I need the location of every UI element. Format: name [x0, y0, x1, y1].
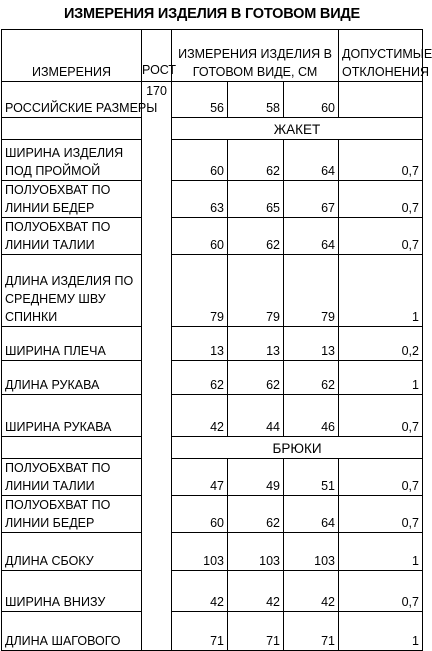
table-row — [2, 140, 423, 181]
measurement-value: 79 — [172, 255, 228, 327]
header-height: РОСТ — [142, 30, 172, 82]
measurement-name: ДЛИНА РУКАВА — [2, 361, 142, 395]
measurement-value: 42 — [228, 571, 284, 612]
measurement-value: 46 — [284, 395, 339, 437]
measurement-value: 67 — [284, 181, 339, 218]
measurement-value: 63 — [172, 181, 228, 218]
measurement-value: 60 — [172, 218, 228, 255]
measurement-value: 42 — [172, 395, 228, 437]
tolerance-value: 0,2 — [339, 327, 423, 361]
table-row — [2, 255, 423, 327]
measurement-value: 13 — [172, 327, 228, 361]
measurement-value: 103 — [172, 533, 228, 571]
tolerance-value: 0,7 — [339, 496, 423, 533]
measurement-name: ДЛИНА ИЗДЕЛИЯ ПО СРЕДНЕМУ ШВУ СПИНКИ — [2, 255, 142, 327]
measurement-value: 71 — [228, 612, 284, 651]
tolerance-value: 0,7 — [339, 571, 423, 612]
table-row — [2, 612, 423, 651]
measurement-name: ШИРИНА ПЛЕЧА — [2, 327, 142, 361]
table-row — [2, 395, 423, 437]
measurement-value: 13 — [284, 327, 339, 361]
measurement-value: 42 — [284, 571, 339, 612]
tolerance-value: 0,7 — [339, 395, 423, 437]
header-tolerances: ДОПУСТИМЫЕ ОТКЛОНЕНИЯ — [339, 30, 423, 82]
section-title: ЖАКЕТ — [172, 118, 423, 140]
tolerance-value: 1 — [339, 361, 423, 395]
header-measurements: ИЗМЕРЕНИЯ — [2, 30, 142, 82]
measurement-value: 103 — [228, 533, 284, 571]
measurement-name: ПОЛУОБХВАТ ПО ЛИНИИ ТАЛИИ — [2, 459, 142, 496]
measurement-name: ШИРИНА РУКАВА — [2, 395, 142, 437]
measurement-name: ДЛИНА ШАГОВОГО — [2, 612, 142, 651]
measurement-value: 103 — [284, 533, 339, 571]
table-row — [2, 533, 423, 571]
section-row — [2, 437, 423, 459]
measurement-value: 49 — [228, 459, 284, 496]
measurement-value: 60 — [172, 140, 228, 181]
measurement-value: 44 — [228, 395, 284, 437]
measurement-value: 51 — [284, 459, 339, 496]
section-name-blank — [2, 437, 142, 459]
measurement-name: ПОЛУОБХВАТ ПО ЛИНИИ БЕДЕР — [2, 181, 142, 218]
page-title: ИЗМЕРЕНИЯ ИЗДЕЛИЯ В ГОТОВОМ ВИДЕ — [63, 6, 361, 22]
measurement-value: 62 — [284, 361, 339, 395]
measurement-value: 71 — [172, 612, 228, 651]
measurements-table — [1, 29, 432, 651]
header-finished-sizes: ИЗМЕРЕНИЯ ИЗДЕЛИЯ В ГОТОВОМ ВИДЕ, СМ — [172, 30, 339, 82]
size-value: 60 — [284, 82, 339, 118]
measurement-value: 62 — [228, 140, 284, 181]
tolerance-value: 1 — [339, 533, 423, 571]
tolerance-value: 0,7 — [339, 181, 423, 218]
table-row — [2, 361, 423, 395]
measurement-value: 62 — [172, 361, 228, 395]
table-row — [2, 181, 423, 218]
measurement-value: 42 — [172, 571, 228, 612]
measurement-name: ПОЛУОБХВАТ ПО ЛИНИИ БЕДЕР — [2, 496, 142, 533]
measurement-value: 65 — [228, 181, 284, 218]
measurement-value: 79 — [284, 255, 339, 327]
size-value: 56 — [172, 82, 228, 118]
sizes-tolerance-blank — [339, 82, 423, 118]
table-row — [2, 571, 423, 612]
sizes-label: РОССИЙСКИЕ РАЗМЕРЫ — [2, 82, 142, 118]
measurement-value: 62 — [228, 361, 284, 395]
measurement-name: ШИРИНА ВНИЗУ — [2, 571, 142, 612]
measurement-value: 71 — [284, 612, 339, 651]
tolerance-value: 1 — [339, 255, 423, 327]
measurement-value: 79 — [228, 255, 284, 327]
measurement-value: 64 — [284, 218, 339, 255]
section-name-blank — [2, 118, 142, 140]
measurement-value: 60 — [172, 496, 228, 533]
tolerance-value: 0,7 — [339, 218, 423, 255]
measurement-name: ПОЛУОБХВАТ ПО ЛИНИИ ТАЛИИ — [2, 218, 142, 255]
measurement-value: 13 — [228, 327, 284, 361]
measurement-value: 62 — [228, 496, 284, 533]
measurement-value: 62 — [228, 218, 284, 255]
measurement-value: 64 — [284, 496, 339, 533]
table-row — [2, 496, 423, 533]
table-row — [2, 218, 423, 255]
size-value: 58 — [228, 82, 284, 118]
measurement-name: ДЛИНА СБОКУ — [2, 533, 142, 571]
measurement-value: 64 — [284, 140, 339, 181]
measurement-value: 47 — [172, 459, 228, 496]
height-value: 170 — [142, 82, 172, 651]
table-row — [2, 459, 423, 496]
tolerance-value: 1 — [339, 612, 423, 651]
table-row — [2, 327, 423, 361]
section-row — [2, 118, 423, 140]
tolerance-value: 0,7 — [339, 459, 423, 496]
section-title: БРЮКИ — [172, 437, 423, 459]
sizes-row — [2, 82, 423, 118]
tolerance-value: 0,7 — [339, 140, 423, 181]
header-row — [2, 30, 423, 82]
measurement-name: ШИРИНА ИЗДЕЛИЯ ПОД ПРОЙМОЙ — [2, 140, 142, 181]
